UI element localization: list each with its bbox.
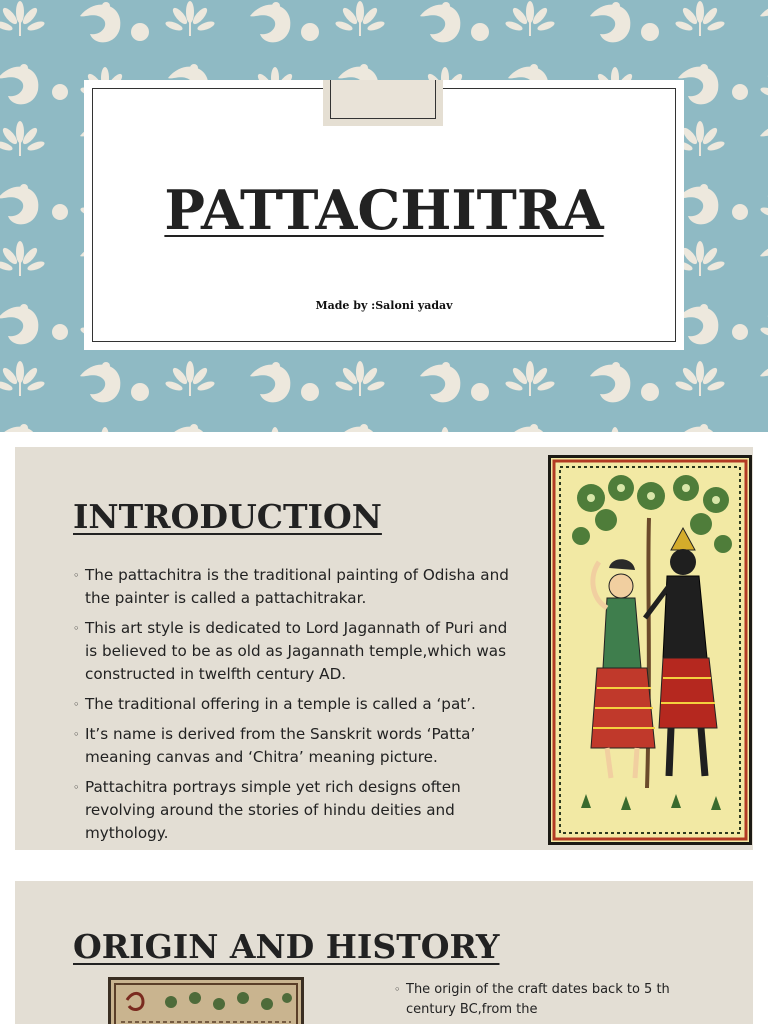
scroll-painting-icon — [111, 980, 301, 1024]
title-slide — [0, 0, 768, 432]
introduction-slide — [15, 447, 753, 850]
introduction-bullet-list — [73, 564, 513, 852]
introduction-heading: INTRODUCTION — [73, 497, 382, 536]
origin-heading: ORIGIN AND HISTORY — [73, 927, 500, 966]
title-tab — [323, 80, 443, 126]
list-item: ◦ It’s name is derived from the Sanskrit words ‘Patta’ meaning canvas and ‘Chitra’ meaning picture. — [73, 723, 513, 769]
origin-bullet-list — [394, 980, 684, 1024]
list-item: ◦ The traditional offering in a temple is called a ‘pat’. — [73, 693, 513, 716]
list-item: ◦ Pattachitra portrays simple yet rich designs often revolving around the stories of hindu deities and mythology. — [73, 776, 513, 845]
author-line: Made by :Saloni yadav — [315, 299, 453, 312]
radha-krishna-painting-icon — [551, 458, 749, 842]
presentation-title: PATTACHITRA — [164, 178, 604, 242]
list-item: ◦ The origin of the craft dates back to 5 th century BC,from the — [394, 980, 684, 1020]
list-item: ◦ The pattachitra is the traditional painting of Odisha and the painter is called a pattachitrakar. — [73, 564, 513, 610]
list-item: ◦ This art style is dedicated to Lord Jagannath of Puri and is believed to be as old as Jagannath temple,which was constructed in twelfth century AD. — [73, 617, 513, 686]
pattachitra-scroll-image — [108, 977, 304, 1024]
pattachitra-painting-image — [548, 455, 752, 845]
origin-slide — [15, 881, 753, 1024]
